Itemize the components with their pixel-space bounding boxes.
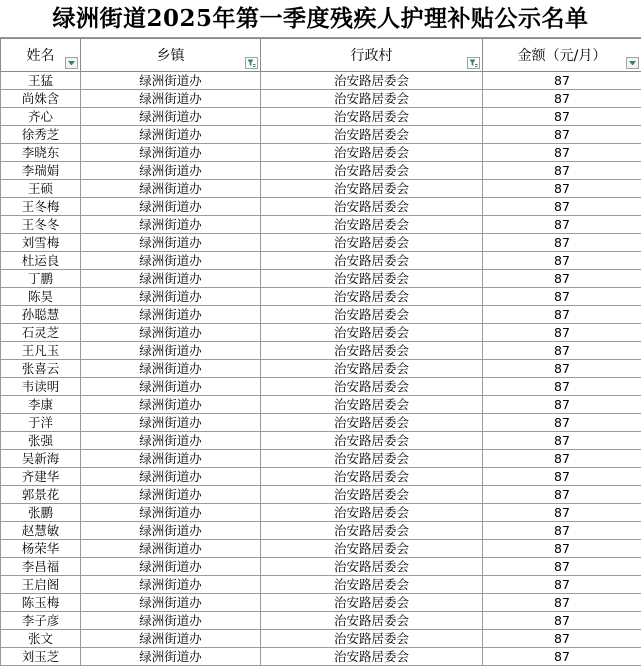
cell-amount[interactable]: 87	[483, 108, 641, 126]
cell-name[interactable]: 张文	[1, 630, 81, 648]
cell-village[interactable]: 治安路居委会	[261, 378, 483, 396]
table-row	[1, 522, 641, 540]
cell-name[interactable]: 陈玉梅	[1, 594, 81, 612]
cell-village[interactable]: 治安路居委会	[261, 432, 483, 450]
cell-amount[interactable]: 87	[483, 450, 641, 468]
table-row	[1, 414, 641, 432]
cell-name[interactable]: 王硕	[1, 180, 81, 198]
table-row	[1, 306, 641, 324]
cell-town[interactable]: 绿洲街道办	[81, 234, 261, 252]
cell-amount[interactable]: 87	[483, 504, 641, 522]
header-label-amount: 金额（元/月）	[517, 48, 607, 64]
cell-village[interactable]: 治安路居委会	[261, 162, 483, 180]
cell-village[interactable]: 治安路居委会	[261, 144, 483, 162]
chevron-down-icon	[629, 61, 636, 66]
header-cell-name[interactable]	[1, 39, 81, 72]
cell-name[interactable]: 于洋	[1, 414, 81, 432]
cell-village[interactable]: 治安路居委会	[261, 414, 483, 432]
cell-village[interactable]: 治安路居委会	[261, 522, 483, 540]
cell-amount[interactable]: 87	[483, 270, 641, 288]
cell-amount[interactable]: 87	[483, 252, 641, 270]
table-row	[1, 612, 641, 630]
header-row	[1, 39, 641, 72]
cell-name[interactable]: 徐秀芝	[1, 126, 81, 144]
cell-name[interactable]: 尚姝含	[1, 90, 81, 108]
table-row	[1, 432, 641, 450]
cell-town[interactable]: 绿洲街道办	[81, 324, 261, 342]
cell-name[interactable]: 张鹏	[1, 504, 81, 522]
cell-amount[interactable]: 87	[483, 72, 641, 90]
cell-amount[interactable]: 87	[483, 540, 641, 558]
cell-name[interactable]: 陈昊	[1, 288, 81, 306]
cell-amount[interactable]: 87	[483, 522, 641, 540]
table-row	[1, 72, 641, 90]
table-row	[1, 450, 641, 468]
table-row	[1, 342, 641, 360]
cell-town[interactable]: 绿洲街道办	[81, 558, 261, 576]
cell-amount[interactable]: 87	[483, 576, 641, 594]
cell-village[interactable]: 治安路居委会	[261, 216, 483, 234]
cell-village[interactable]: 治安路居委会	[261, 324, 483, 342]
cell-town[interactable]: 绿洲街道办	[81, 594, 261, 612]
cell-name[interactable]: 张喜云	[1, 360, 81, 378]
cell-village[interactable]: 治安路居委会	[261, 234, 483, 252]
filter-active-town[interactable]	[245, 57, 258, 69]
cell-amount[interactable]: 87	[483, 162, 641, 180]
cell-amount[interactable]: 87	[483, 486, 641, 504]
cell-village[interactable]: 治安路居委会	[261, 504, 483, 522]
cell-town[interactable]: 绿洲街道办	[81, 612, 261, 630]
cell-village[interactable]: 治安路居委会	[261, 648, 483, 666]
filter-dropdown-name[interactable]	[65, 57, 78, 69]
cell-amount[interactable]: 87	[483, 324, 641, 342]
cell-town[interactable]: 绿洲街道办	[81, 450, 261, 468]
cell-town[interactable]: 绿洲街道办	[81, 198, 261, 216]
table-row	[1, 270, 641, 288]
cell-name[interactable]: 杜运良	[1, 252, 81, 270]
cell-amount[interactable]: 87	[483, 360, 641, 378]
cell-town[interactable]: 绿洲街道办	[81, 576, 261, 594]
cell-amount[interactable]: 87	[483, 594, 641, 612]
cell-village[interactable]: 治安路居委会	[261, 198, 483, 216]
cell-town[interactable]: 绿洲街道办	[81, 126, 261, 144]
cell-town[interactable]: 绿洲街道办	[81, 522, 261, 540]
table-row	[1, 594, 641, 612]
header-cell-village[interactable]	[261, 39, 483, 72]
cell-amount[interactable]: 87	[483, 396, 641, 414]
cell-village[interactable]: 治安路居委会	[261, 126, 483, 144]
cell-village[interactable]: 治安路居委会	[261, 396, 483, 414]
cell-village[interactable]: 治安路居委会	[261, 288, 483, 306]
cell-village[interactable]: 治安路居委会	[261, 630, 483, 648]
chevron-down-icon	[68, 61, 75, 66]
cell-amount[interactable]: 87	[483, 90, 641, 108]
cell-amount[interactable]: 87	[483, 612, 641, 630]
table-row	[1, 324, 641, 342]
header-label-town: 乡镇	[156, 48, 185, 64]
header-label-village: 行政村	[350, 48, 393, 64]
cell-name[interactable]: 石灵芝	[1, 324, 81, 342]
header-label-name: 姓名	[26, 48, 55, 64]
cell-town[interactable]: 绿洲街道办	[81, 378, 261, 396]
cell-name[interactable]: 王启阁	[1, 576, 81, 594]
cell-amount[interactable]: 87	[483, 234, 641, 252]
cell-town[interactable]: 绿洲街道办	[81, 144, 261, 162]
cell-town[interactable]: 绿洲街道办	[81, 396, 261, 414]
cell-name[interactable]: 吴新海	[1, 450, 81, 468]
cell-name[interactable]: 李瑞娟	[1, 162, 81, 180]
cell-town[interactable]: 绿洲街道办	[81, 432, 261, 450]
cell-amount[interactable]: 87	[483, 288, 641, 306]
cell-amount[interactable]: 87	[483, 216, 641, 234]
cell-name[interactable]: 李子彦	[1, 612, 81, 630]
cell-village[interactable]: 治安路居委会	[261, 342, 483, 360]
cell-amount[interactable]: 87	[483, 342, 641, 360]
cell-village[interactable]: 治安路居委会	[261, 468, 483, 486]
cell-amount[interactable]: 87	[483, 558, 641, 576]
table-body	[1, 72, 641, 666]
cell-amount[interactable]: 87	[483, 630, 641, 648]
cell-name[interactable]: 韦读明	[1, 378, 81, 396]
cell-amount[interactable]: 87	[483, 306, 641, 324]
table-row	[1, 288, 641, 306]
cell-town[interactable]: 绿洲街道办	[81, 630, 261, 648]
table-row	[1, 468, 641, 486]
filter-funnel-icon	[247, 59, 256, 68]
cell-village[interactable]: 治安路居委会	[261, 612, 483, 630]
table-row	[1, 144, 641, 162]
table-row	[1, 234, 641, 252]
cell-town[interactable]: 绿洲街道办	[81, 252, 261, 270]
cell-village[interactable]: 治安路居委会	[261, 558, 483, 576]
cell-town[interactable]: 绿洲街道办	[81, 180, 261, 198]
cell-name[interactable]: 王冬冬	[1, 216, 81, 234]
cell-amount[interactable]: 87	[483, 180, 641, 198]
cell-village[interactable]: 治安路居委会	[261, 594, 483, 612]
header-cell-amount[interactable]	[483, 39, 641, 72]
table-row	[1, 540, 641, 558]
cell-village[interactable]: 治安路居委会	[261, 540, 483, 558]
cell-amount[interactable]: 87	[483, 432, 641, 450]
cell-town[interactable]: 绿洲街道办	[81, 90, 261, 108]
spreadsheet-table	[0, 38, 641, 666]
cell-name[interactable]: 齐心	[1, 108, 81, 126]
cell-amount[interactable]: 87	[483, 648, 641, 666]
header-cell-town[interactable]	[81, 39, 261, 72]
cell-amount[interactable]: 87	[483, 378, 641, 396]
filter-funnel-icon	[469, 59, 478, 68]
cell-name[interactable]: 李晓东	[1, 144, 81, 162]
cell-name[interactable]: 孙聪慧	[1, 306, 81, 324]
table-row	[1, 216, 641, 234]
cell-town[interactable]: 绿洲街道办	[81, 504, 261, 522]
table-row	[1, 504, 641, 522]
cell-village[interactable]: 治安路居委会	[261, 252, 483, 270]
cell-village[interactable]: 治安路居委会	[261, 486, 483, 504]
cell-town[interactable]: 绿洲街道办	[81, 306, 261, 324]
cell-name[interactable]: 刘玉芝	[1, 648, 81, 666]
table-row	[1, 486, 641, 504]
cell-town[interactable]: 绿洲街道办	[81, 216, 261, 234]
cell-town[interactable]: 绿洲街道办	[81, 468, 261, 486]
cell-amount[interactable]: 87	[483, 468, 641, 486]
cell-town[interactable]: 绿洲街道办	[81, 342, 261, 360]
table-row	[1, 180, 641, 198]
cell-name[interactable]: 王冬梅	[1, 198, 81, 216]
cell-amount[interactable]: 87	[483, 126, 641, 144]
table-row	[1, 252, 641, 270]
cell-name[interactable]: 张强	[1, 432, 81, 450]
cell-town[interactable]: 绿洲街道办	[81, 162, 261, 180]
table-row	[1, 648, 641, 666]
cell-amount[interactable]: 87	[483, 144, 641, 162]
cell-name[interactable]: 李康	[1, 396, 81, 414]
cell-village[interactable]: 治安路居委会	[261, 306, 483, 324]
cell-village[interactable]: 治安路居委会	[261, 360, 483, 378]
cell-village[interactable]: 治安路居委会	[261, 576, 483, 594]
cell-town[interactable]: 绿洲街道办	[81, 486, 261, 504]
cell-town[interactable]: 绿洲街道办	[81, 360, 261, 378]
table-row	[1, 126, 641, 144]
cell-name[interactable]: 郭景花	[1, 486, 81, 504]
cell-amount[interactable]: 87	[483, 414, 641, 432]
cell-name[interactable]: 齐建华	[1, 468, 81, 486]
cell-name[interactable]: 杨荣华	[1, 540, 81, 558]
filter-active-village[interactable]	[467, 57, 480, 69]
cell-town[interactable]: 绿洲街道办	[81, 414, 261, 432]
filter-dropdown-amount[interactable]	[626, 57, 639, 69]
table-row	[1, 360, 641, 378]
cell-town[interactable]: 绿洲街道办	[81, 648, 261, 666]
cell-village[interactable]: 治安路居委会	[261, 108, 483, 126]
table-row	[1, 198, 641, 216]
cell-village[interactable]: 治安路居委会	[261, 180, 483, 198]
cell-name[interactable]: 刘雪梅	[1, 234, 81, 252]
table-row	[1, 90, 641, 108]
table-row	[1, 108, 641, 126]
table-row	[1, 630, 641, 648]
cell-town[interactable]: 绿洲街道办	[81, 540, 261, 558]
cell-amount[interactable]: 87	[483, 198, 641, 216]
sheet-title: 绿洲街道2025年第一季度残疾人护理补贴公示名单	[0, 0, 641, 38]
cell-town[interactable]: 绿洲街道办	[81, 108, 261, 126]
cell-village[interactable]: 治安路居委会	[261, 450, 483, 468]
table-row	[1, 576, 641, 594]
cell-name[interactable]: 王猛	[1, 72, 81, 90]
cell-town[interactable]: 绿洲街道办	[81, 270, 261, 288]
table-row	[1, 558, 641, 576]
table-row	[1, 396, 641, 414]
cell-village[interactable]: 治安路居委会	[261, 72, 483, 90]
cell-town[interactable]: 绿洲街道办	[81, 288, 261, 306]
cell-name[interactable]: 赵慧敏	[1, 522, 81, 540]
table-row	[1, 378, 641, 396]
cell-name[interactable]: 丁鹏	[1, 270, 81, 288]
cell-name[interactable]: 王凡玉	[1, 342, 81, 360]
cell-village[interactable]: 治安路居委会	[261, 270, 483, 288]
table-row	[1, 162, 641, 180]
cell-village[interactable]: 治安路居委会	[261, 90, 483, 108]
cell-town[interactable]: 绿洲街道办	[81, 72, 261, 90]
cell-name[interactable]: 李昌福	[1, 558, 81, 576]
